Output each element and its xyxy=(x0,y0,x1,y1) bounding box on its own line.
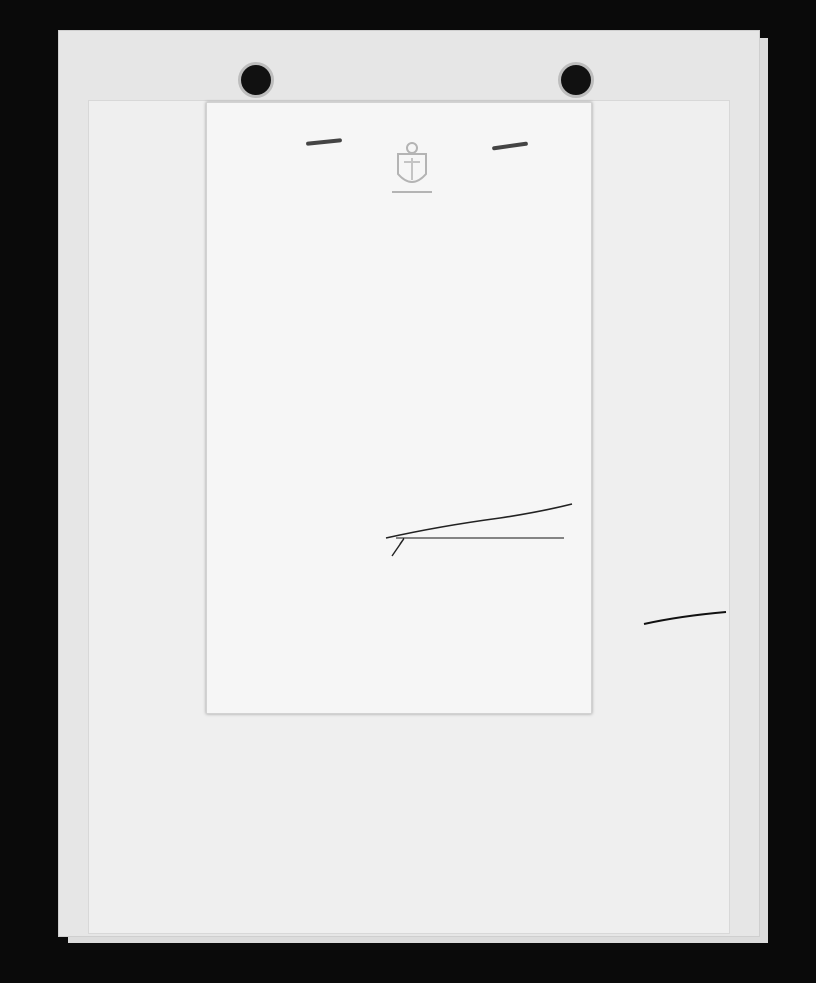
year-underline xyxy=(640,606,730,630)
signature-line xyxy=(396,536,566,540)
coat-of-arms-icon xyxy=(388,140,436,198)
punch-hole-right xyxy=(558,62,594,98)
signature-strokes xyxy=(380,500,580,560)
punch-hole-left xyxy=(238,62,274,98)
